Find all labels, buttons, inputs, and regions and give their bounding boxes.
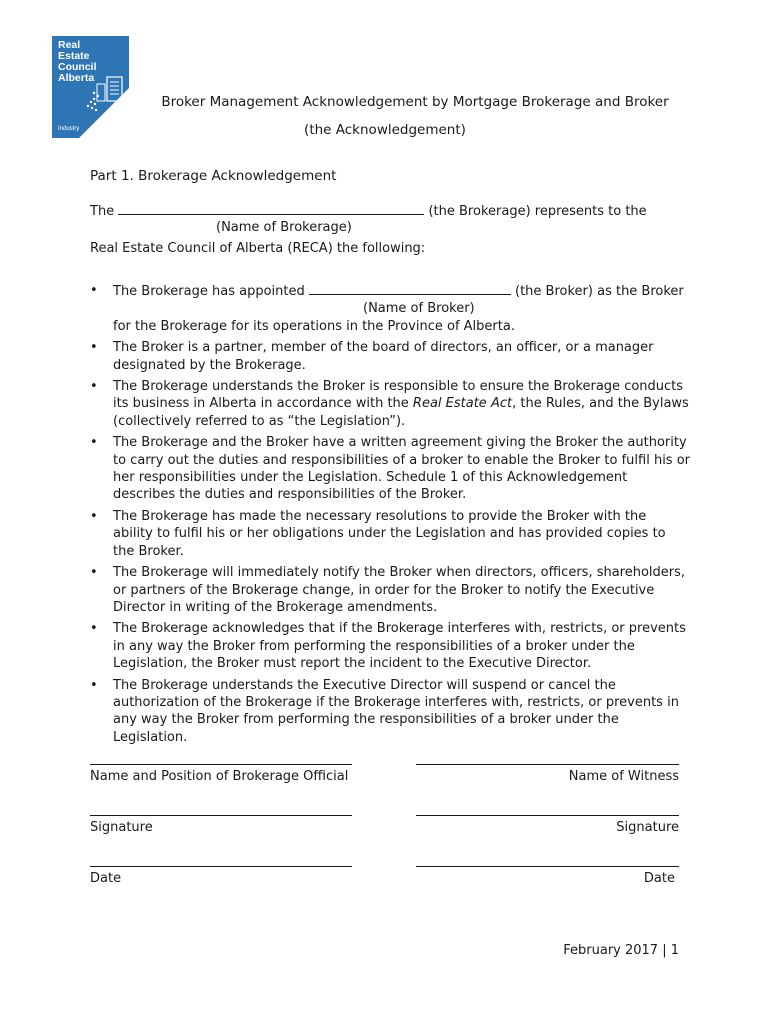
logo-line: Estate — [58, 50, 90, 62]
list-item: • The Brokerage has made the necessary resolutions to provide the Broker with the ability to fulfil his or her obligations under the Legislation and has provided copies to the Broker. — [90, 508, 690, 560]
list-item: • The Brokerage understands the Executive Director will suspend or cancel the authorization of the Brokerage if the Brokerage interferes with, restricts, or prevents in any way the Broker from performing the responsibilities of a broker under the Legislation. — [90, 677, 690, 747]
logo-wordmark — [58, 40, 97, 84]
logo-line: Alberta — [58, 72, 95, 84]
witness-signature-label: Signature — [616, 820, 679, 835]
acknowledgement-list — [90, 282, 690, 750]
witness-date-line[interactable] — [416, 866, 679, 867]
page-footer: February 2017 | 1 — [563, 943, 679, 958]
official-name-label: Name and Position of Brokerage Official — [90, 769, 349, 784]
logo-line: Council — [58, 61, 97, 73]
witness-name-label: Name of Witness — [568, 769, 679, 784]
bullet-1-text-b: (the Broker) as the Broker — [515, 284, 684, 299]
logo-tag: Industry — [58, 126, 80, 132]
intro-line-2: Real Estate Council of Alberta (RECA) the following: — [90, 241, 426, 256]
list-item — [90, 282, 690, 335]
intro-rest: (the Brokerage) represents to the — [428, 204, 647, 219]
witness-name-line[interactable] — [416, 764, 679, 765]
bullet-1-text-a: The Brokerage has appointed — [113, 284, 305, 299]
witness-signature-line[interactable] — [416, 815, 679, 816]
logo-line: Real — [58, 39, 81, 51]
intro-the: The — [90, 204, 115, 219]
list-item: • The Broker is a partner, member of the board of directors, an officer, or a manager designated by the Brokerage. — [90, 339, 690, 374]
section-heading: Part 1. Brokerage Acknowledgement — [90, 168, 337, 184]
list-item — [90, 378, 690, 430]
official-date-line[interactable] — [90, 866, 352, 867]
document-title: Broker Management Acknowledgement by Mortgage Brokerage and Broker — [161, 94, 669, 110]
bullet-1-text-c: for the Brokerage for its operations in the Province of Alberta. — [113, 318, 515, 334]
bullet-3-text-b: , the Rules, and the Bylaws (collectively referred to as “the Legislation”). — [113, 396, 689, 429]
list-item: • The Brokerage acknowledges that if the Brokerage interferes with, restricts, or prevents in any way the Broker from performing the responsibilities of a broker under the Legislation, the Broker must report the incident to the Executive Director. — [90, 620, 690, 672]
intro-line-1 — [90, 202, 647, 220]
brokerage-name-caption: (Name of Brokerage) — [216, 220, 352, 235]
broker-name-caption: (Name of Broker) — [363, 301, 475, 317]
list-item: • The Brokerage and the Broker have a written agreement giving the Broker the authority to carry out the duties and responsibilities of a broker to enable the Broker to fulfil his or her responsibilities under the Legislation. Schedule 1 of this Acknowledgement describes the duties and responsibilities of the Broker. — [90, 434, 690, 504]
official-date-label: Date — [90, 871, 122, 886]
document-subtitle: (the Acknowledgement) — [304, 122, 466, 138]
brokerage-name-field[interactable] — [118, 202, 424, 215]
act-title: Real Estate Act — [412, 396, 513, 412]
list-item: • The Brokerage will immediately notify the Broker when directors, officers, shareholders, or partners of the Brokerage change, in order for the Broker to notify the Executive Director in writing of the Brokerage amendments. — [90, 564, 690, 616]
bullet-3-text-a: The Brokerage understands the Broker is responsible to ensure the Brokerage conducts its business in Alberta in accordance with the — [113, 379, 684, 412]
official-signature-label: Signature — [90, 820, 153, 835]
official-name-line[interactable] — [90, 764, 352, 765]
broker-name-field[interactable] — [309, 282, 511, 295]
witness-date-label: Date — [643, 871, 675, 886]
official-signature-line[interactable] — [90, 815, 352, 816]
